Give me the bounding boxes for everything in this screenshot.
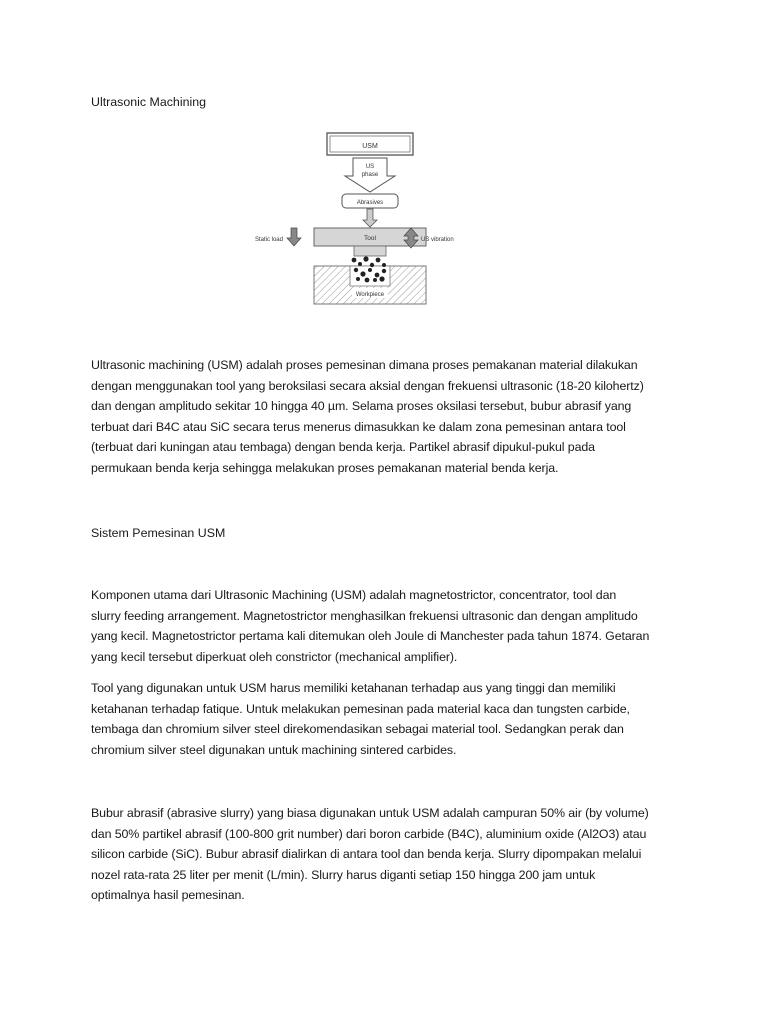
paragraph-line: Ultrasonic machining (USM) adalah proses pemesinan dimana proses pemakanan material dilakukan [91, 358, 638, 372]
paragraph-line: chromium silver steel digunakan untuk machining sintered carbides. [91, 742, 457, 757]
heading-ultrasonic-machining: Ultrasonic Machining [91, 95, 207, 109]
paragraph-abrasive-slurry [91, 803, 691, 906]
paragraph-line: optimalnya hasil pemesinan. [91, 888, 245, 903]
abrasives-arrow [363, 209, 377, 227]
paragraph-line: (terbuat dari kuningan atau tembaga) dengan benda kerja. Partikel abrasif dipukul-pukul pada [91, 440, 595, 455]
static-load-label: Static load [254, 237, 283, 243]
paragraph-line: slurry feeding arrangement. Magnetostrictor menghasilkan frekuensi ultrasonic dan dengan amplitudo [91, 608, 638, 623]
paragraph-line: silicon carbide (SiC). Bubur abrasif dialirkan di antara tool dan benda kerja. Slurry dipompakan melalui [91, 847, 642, 862]
static-load-arrow [287, 228, 301, 246]
us-vibration-label: US vibration [421, 237, 454, 243]
workpiece-label: Workpiece [355, 292, 385, 298]
paragraph-components [91, 585, 691, 667]
paragraph-line: nozel rata-rata 25 liter per menit (L/min). Slurry harus diganti setiap 150 hingga 200 jam untuk [91, 867, 596, 882]
paragraph-line: Tool yang digunakan untuk USM harus memiliki ketahanan terhadap aus yang tinggi dan memiliki [91, 681, 616, 695]
abrasives-label: Abrasives [356, 200, 384, 206]
paragraph-line: Komponen utama dari Ultrasonic Machining (USM) adalah magnetostrictor, concentrator, tool dan [91, 588, 617, 602]
usm-diagram-svg [250, 128, 490, 310]
paragraph-tool-material [91, 678, 691, 760]
us-phase-label-1: US [365, 164, 375, 170]
paragraph-line: dan dengan amplitudo sekitar 10 hingga 40 µm. Selama proses oksilasi tersebut, bubur abrasif yang [91, 399, 632, 414]
paragraph-line: yang kecil tersebut diperkuat oleh constrictor (mechanical amplifier). [91, 649, 458, 664]
paragraph-usm-definition [91, 355, 691, 479]
us-phase-label-2: phase [361, 172, 379, 178]
usm-diagram [250, 128, 490, 310]
paragraph-line: dengan menggunakan tool yang beroksilasi secara aksial dengan frekuensi ultrasonic (18-20 kilohertz) [91, 378, 644, 393]
paragraph-line: terbuat dari B4C atau SiC secara terus menerus dimasukkan ke dalam zona pemesinan antara tool [91, 419, 626, 434]
paragraph-line: permukaan benda kerja sehingga melakukan proses pemakanan material benda kerja. [91, 460, 559, 475]
paragraph-line: tembaga dan chromium silver steel direkomendasikan sebagai material tool. Sedangkan perak dan [91, 722, 624, 737]
heading-sistem-pemesinan: Sistem Pemesinan USM [91, 526, 226, 540]
paragraph-line: dan 50% partikel abrasif (100-800 grit number) dari boron carbide (B4C), aluminium oxide (Al2O3) atau [91, 826, 647, 841]
tool-label: Tool [364, 235, 376, 242]
paragraph-line: yang kecil. Magnetostrictor pertama kali ditemukan oleh Joule di Manchester pada tahun 1874. Getaran [91, 629, 650, 644]
paragraph-line: ketahanan terhadap fatique. Untuk melakukan pemesinan pada material kaca dan tungsten carbide, [91, 701, 630, 716]
paragraph-line: Bubur abrasif (abrasive slurry) yang biasa digunakan untuk USM adalah campuran 50% air (by volume) [91, 806, 649, 820]
tool-tip [354, 246, 386, 256]
usm-label: USM [362, 143, 378, 150]
